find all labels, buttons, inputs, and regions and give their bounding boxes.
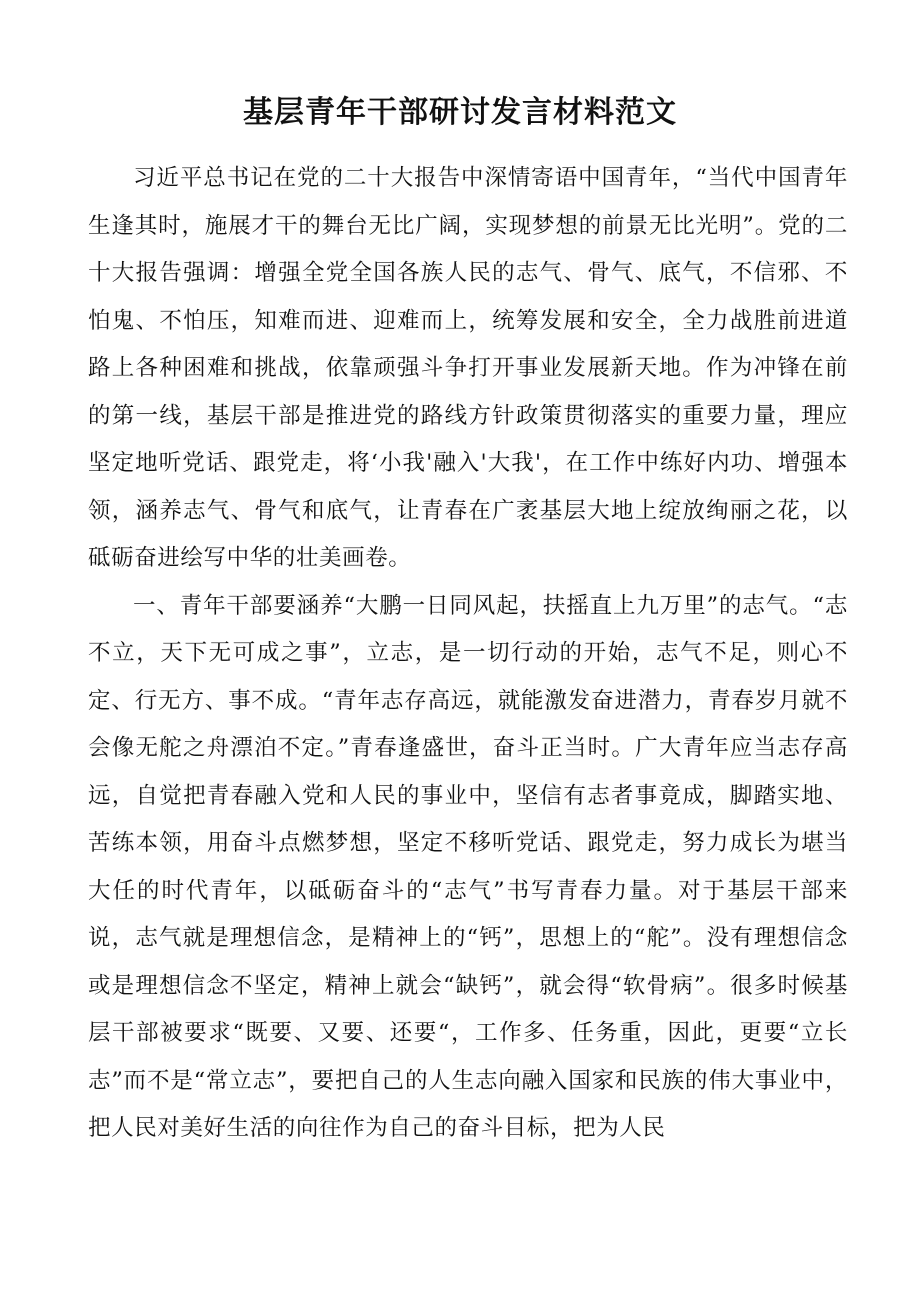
paragraph-section-one: 一、青年干部要涵养“大鹏一日同风起，扶摇直上九万里”的志气。“志不立，天下无可成之事”，立志，是一切行动的开始，志气不足，则心不定、行无方、事不成。“青年志存高远，就能激发奋进潜力，青春岁月就不会像无舵之舟漂泊不定。”青春逢盛世，奋斗正当时。广大青年应当志存高远，自觉把青春融入党和人民的事业中，坚信有志者事竟成，脚踏实地、苦练本领，用奋斗点燃梦想，坚定不移听党话、跟党走，努力成长为堪当大任的时代青年，以砥砺奋斗的“志气”书写青春力量。对于基层干部来说，志气就是理想信念，是精神上的“钙”，思想上的“舵”。没有理想信念或是理想信念不坚定，精神上就会“缺钙”，就会得“软骨病”。很多时候基层干部被要求“既要、又要、还要“，工作多、任务重，因此，更要“立长志”而不是“常立志”，要把自己的人生志向融入国家和民族的伟大事业中，把人民对美好生活的向往作为自己的奋斗目标，把为人民 — [88, 592, 848, 1141]
document-title: 基层青年干部研讨发言材料范文 — [243, 95, 677, 130]
paragraph-intro: 习近平总书记在党的二十大报告中深情寄语中国青年，“当代中国青年生逢其时，施展才干的舞台无比广阔，实现梦想的前景无比光明”。党的二十大报告强调：增强全党全国各族人民的志气、骨气、底气，不信邪、不怕鬼、不怕压，知难而进、迎难而上，统筹发展和安全，全力战胜前进道路上各种困难和挑战，依靠顽强斗争打开事业发展新天地。作为冲锋在前的第一线，基层干部是推进党的路线方针政策贯彻落实的重要力量，理应坚定地听党话、跟党走，将‘小我'融入'大我'，在工作中练好内功、增强本领，涵养志气、骨气和底气，让青春在广袤基层大地上绽放绚丽之花，以砥砺奋进绘写中华的壮美画卷。 — [88, 165, 848, 571]
document-body — [88, 155, 848, 1153]
